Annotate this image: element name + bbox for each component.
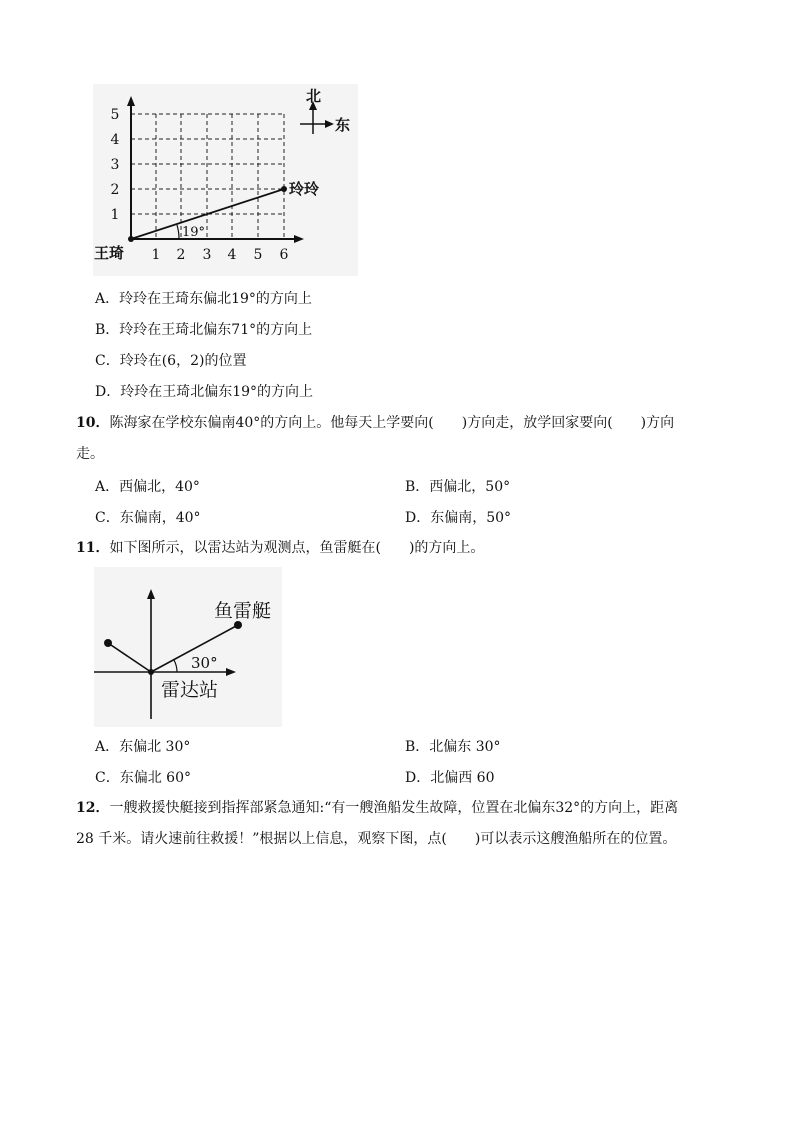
north-arrow — [147, 589, 155, 599]
x-tick: 1 — [151, 247, 161, 263]
point-label: 玲玲 — [289, 180, 320, 198]
coordinate-grid-figure — [93, 84, 358, 276]
x-tick: 4 — [227, 247, 237, 263]
grid-lines — [131, 114, 284, 239]
x-tick: 3 — [202, 247, 212, 263]
q11-number: 11． — [76, 540, 110, 556]
q11-stem — [76, 538, 484, 558]
q9-option-d: D．玲玲在王琦北偏东19°的方向上 — [95, 384, 314, 400]
angle-label: 30° — [191, 654, 218, 672]
q12-stem-line2: 28 千米。请火速前往救援！”根据以上信息，观察下图，点( )可以表示这艘渔船所在的位置。 — [76, 831, 677, 847]
q10-stem-line1 — [76, 413, 674, 433]
q10-stem-line2: 走。 — [76, 446, 104, 462]
q10-option-a: A．西偏北，40° — [95, 479, 200, 495]
q10-option-b: B．西偏北，50° — [405, 479, 511, 495]
torpedo-point — [234, 621, 242, 629]
origin-label: 王琦 — [94, 244, 125, 262]
x-tick: 2 — [176, 247, 186, 263]
q12-stem-line1 — [76, 798, 678, 818]
lingling-point — [281, 186, 287, 192]
y-tick: 5 — [110, 107, 120, 123]
compass-north-label: 北 — [306, 87, 322, 105]
q11-option-c: C．东偏北 60° — [95, 770, 191, 786]
angle-arc — [177, 225, 179, 239]
q10-number: 10． — [76, 415, 110, 431]
station-label: 雷达站 — [161, 679, 219, 701]
q10-option-d: D．东偏南，50° — [405, 510, 512, 526]
angle-arc — [174, 660, 177, 672]
radar-figure — [94, 567, 282, 727]
east-arrow — [226, 668, 236, 676]
q11-option-b: B．北偏东 30° — [405, 739, 501, 755]
x-tick: 5 — [253, 247, 263, 263]
target-label: 鱼雷艇 — [214, 600, 272, 622]
y-tick: 3 — [110, 157, 120, 173]
angle-label: 19° — [182, 225, 206, 240]
x-axis-arrow — [294, 235, 304, 243]
y-tick: 2 — [110, 182, 120, 198]
q11-option-d: D．北偏西 60 — [405, 770, 495, 786]
compass-icon — [300, 87, 350, 134]
other-point — [104, 639, 112, 647]
q10-option-c: C．东偏南，40° — [95, 510, 201, 526]
other-line — [108, 643, 151, 672]
y-tick: 1 — [110, 207, 120, 223]
compass-east-label: 东 — [335, 116, 351, 134]
q12-text: 一艘救援快艇接到指挥部紧急通知:“有一艘渔船发生故障，位置在北偏东32°的方向上，距离 — [109, 800, 679, 816]
q9-option-b: B．玲玲在王琦北偏东71°的方向上 — [95, 322, 313, 338]
y-axis-arrow — [127, 96, 135, 106]
origin-point — [128, 236, 134, 242]
x-tick: 6 — [279, 247, 289, 263]
q10-text: 陈海家在学校东偏南40°的方向上。他每天上学要向( )方向走，放学回家要向( )方向 — [109, 415, 675, 431]
q12-number: 12． — [76, 800, 110, 816]
y-tick: 4 — [110, 132, 120, 148]
q11-text: 如下图所示，以雷达站为观测点，鱼雷艇在( )的方向上。 — [109, 540, 485, 556]
q9-option-a: A．玲玲在王琦东偏北19°的方向上 — [95, 291, 312, 307]
station-point — [148, 669, 154, 675]
q11-option-a: A．东偏北 30° — [95, 739, 191, 755]
q9-option-c: C．玲玲在(6，2)的位置 — [95, 353, 247, 369]
